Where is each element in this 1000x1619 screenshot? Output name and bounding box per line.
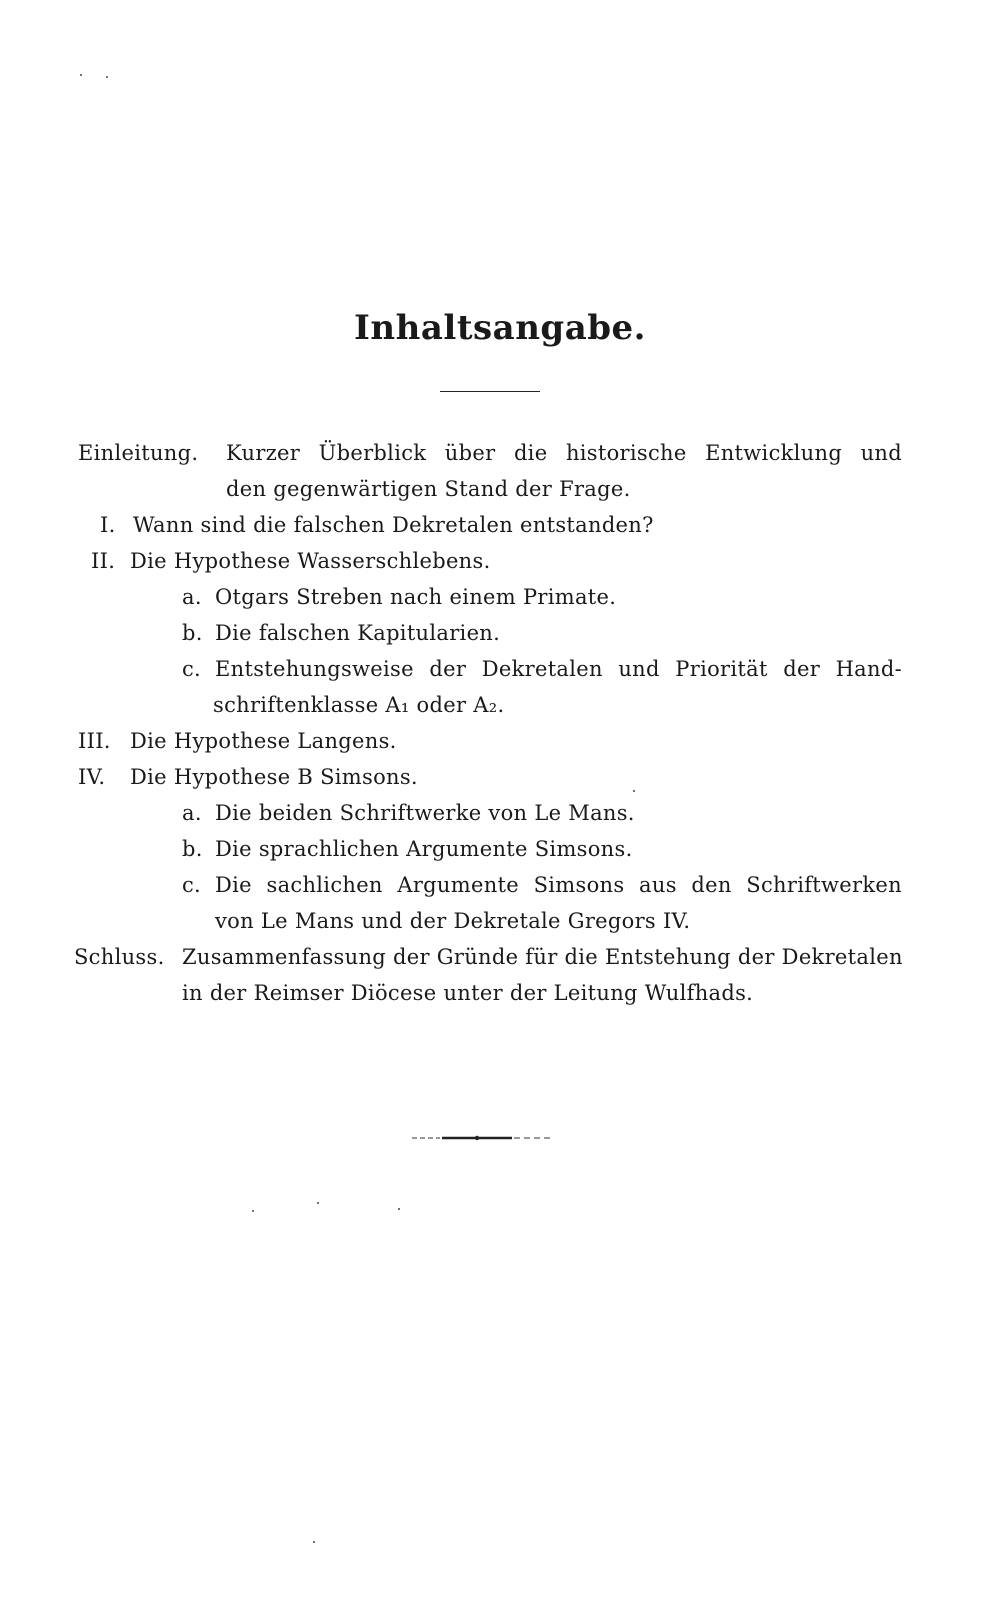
scan-speck: [252, 1210, 254, 1212]
toc-word: aus: [639, 873, 677, 897]
toc-iv-c-line1: [215, 873, 902, 897]
toc-ii-b-label: b.: [182, 621, 203, 645]
toc-iv-a-label: a.: [182, 801, 202, 825]
toc-ii-c-line2: schriftenklasse A₁ oder A₂.: [213, 693, 505, 717]
toc-word: und: [860, 441, 902, 465]
toc-einleitung-line1: [226, 441, 902, 465]
toc-iv-a-text: Die beiden Schriftwerke von Le Mans.: [215, 801, 635, 825]
toc-einleitung-line2: den gegenwärtigen Stand der Frage.: [226, 477, 631, 501]
scan-speck: [80, 74, 82, 76]
toc-word: den: [691, 873, 732, 897]
toc-schluss-label: Schluss.: [74, 945, 165, 969]
toc-ii-label: II.: [91, 549, 116, 573]
toc-word: die: [513, 441, 548, 465]
toc-word: Entwicklung: [705, 441, 843, 465]
toc-word: Kurzer: [226, 441, 301, 465]
toc-ii-a-label: a.: [182, 585, 202, 609]
toc-word: Schriftwerken: [746, 873, 902, 897]
toc-word: Simsons: [533, 873, 625, 897]
toc-iv-b-text: Die sprachlichen Argumente Simsons.: [215, 837, 633, 861]
scan-speck: [317, 1202, 319, 1204]
page-title: Inhaltsangabe.: [354, 308, 646, 348]
toc-word: und: [618, 657, 660, 681]
toc-word: Entstehungsweise: [215, 657, 414, 681]
toc-ii-b-text: Die falschen Kapitularien.: [215, 621, 501, 645]
toc-word: Überblick: [318, 441, 427, 465]
scan-speck: [106, 76, 108, 78]
toc-word: Hand-: [835, 657, 902, 681]
toc-word: der: [783, 657, 821, 681]
toc-schluss-line2: in der Reimser Diöcese unter der Leitung Wulfhads.: [182, 981, 754, 1005]
toc-word: Argumente: [397, 873, 519, 897]
title-divider: [440, 391, 540, 392]
toc-iv-c-label: c.: [182, 873, 202, 897]
scan-speck: [313, 1541, 315, 1543]
scan-speck: [398, 1208, 400, 1210]
toc-i-label: I.: [100, 513, 116, 537]
scan-speck: [633, 790, 635, 792]
toc-word: historische: [565, 441, 687, 465]
toc-ii-c-label: c.: [182, 657, 202, 681]
toc-word: Die: [215, 873, 252, 897]
toc-word: sachlichen: [266, 873, 383, 897]
toc-iii-label: III.: [78, 729, 111, 753]
toc-iii-text: Die Hypothese Langens.: [130, 729, 397, 753]
toc-iv-b-label: b.: [182, 837, 203, 861]
toc-word: Dekretalen: [481, 657, 603, 681]
toc-ii-c-line1: [215, 657, 902, 681]
toc-iv-text: Die Hypothese B Simsons.: [130, 765, 418, 789]
toc-ii-text: Die Hypothese Wasserschlebens.: [130, 549, 491, 573]
toc-schluss-line1: Zusammenfassung der Gründe für die Entstehung der Dekretalen: [182, 945, 903, 969]
ornament-divider: [412, 1135, 552, 1141]
toc-word: der: [429, 657, 467, 681]
toc-ii-a-text: Otgars Streben nach einem Primate.: [215, 585, 617, 609]
toc-i-text: Wann sind die falschen Dekretalen entstanden?: [133, 513, 654, 537]
toc-iv-c-line2: von Le Mans und der Dekretale Gregors IV.: [215, 909, 691, 933]
toc-einleitung-label: Einleitung.: [78, 441, 199, 465]
toc-word: Priorität: [675, 657, 768, 681]
toc-word: über: [444, 441, 496, 465]
toc-iv-label: IV.: [78, 765, 106, 789]
